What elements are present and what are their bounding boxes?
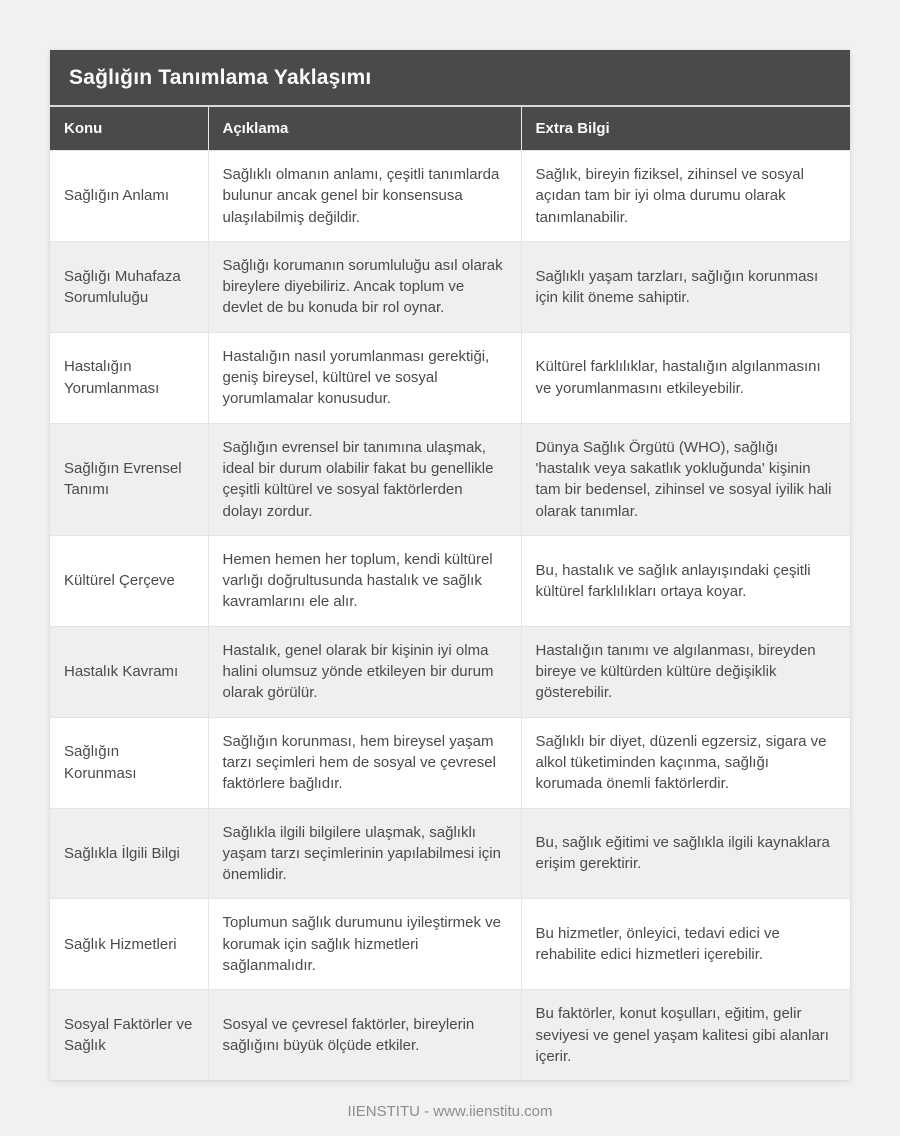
konu-cell: Hastalığın Yorumlanması xyxy=(50,332,208,423)
konu-cell: Sağlıkla İlgili Bilgi xyxy=(50,808,208,899)
aciklama-cell: Sosyal ve çevresel faktörler, bireylerin sağlığını büyük ölçüde etkiler. xyxy=(208,990,521,1080)
aciklama-cell: Sağlığın korunması, hem bireysel yaşam tarzı seçimleri hem de sosyal ve çevresel faktörlere bağlıdır. xyxy=(208,717,521,808)
table-row xyxy=(50,332,850,423)
extra-bilgi-cell: Sağlıklı yaşam tarzları, sağlığın korunması için kilit öneme sahiptir. xyxy=(521,241,850,332)
table-row xyxy=(50,423,850,535)
konu-cell: Sağlığın Anlamı xyxy=(50,151,208,242)
konu-cell: Sağlığın Evrensel Tanımı xyxy=(50,423,208,535)
extra-bilgi-cell: Kültürel farklılıklar, hastalığın algılanmasını ve yorumlanmasını etkileyebilir. xyxy=(521,332,850,423)
health-definition-table xyxy=(50,107,850,1080)
table-row xyxy=(50,808,850,899)
extra-bilgi-cell: Bu, hastalık ve sağlık anlayışındaki çeşitli kültürel farklılıkları ortaya koyar. xyxy=(521,535,850,626)
column-header-konu: Konu xyxy=(50,107,208,151)
konu-cell: Kültürel Çerçeve xyxy=(50,535,208,626)
aciklama-cell: Hemen hemen her toplum, kendi kültürel varlığı doğrultusunda hastalık ve sağlık kavramlarını ele alır. xyxy=(208,535,521,626)
aciklama-cell: Sağlığın evrensel bir tanımına ulaşmak, ideal bir durum olabilir fakat bu genellikle çeşitli kültürel ve sosyal faktörlerden dolayı zordur. xyxy=(208,423,521,535)
table-row xyxy=(50,899,850,990)
health-definition-table-card xyxy=(50,50,850,1080)
table-row xyxy=(50,990,850,1080)
konu-cell: Sağlığın Korunması xyxy=(50,717,208,808)
konu-cell: Hastalık Kavramı xyxy=(50,626,208,717)
aciklama-cell: Sağlıkla ilgili bilgilere ulaşmak, sağlıklı yaşam tarzı seçimlerinin yapılabilmesi için önemlidir. xyxy=(208,808,521,899)
table-row xyxy=(50,241,850,332)
aciklama-cell: Sağlıklı olmanın anlamı, çeşitli tanımlarda bulunur ancak genel bir konsensusa ulaşılabilmiş değildir. xyxy=(208,151,521,242)
extra-bilgi-cell: Sağlık, bireyin fiziksel, zihinsel ve sosyal açıdan tam bir iyi olma durumu olarak tanımlanabilir. xyxy=(521,151,850,242)
extra-bilgi-cell: Bu hizmetler, önleyici, tedavi edici ve rehabilite edici hizmetleri içerebilir. xyxy=(521,899,850,990)
konu-cell: Sosyal Faktörler ve Sağlık xyxy=(50,990,208,1080)
page-title: Sağlığın Tanımlama Yaklaşımı xyxy=(50,50,850,107)
aciklama-cell: Hastalık, genel olarak bir kişinin iyi olma halini olumsuz yönde etkileyen bir durum olarak görülür. xyxy=(208,626,521,717)
extra-bilgi-cell: Bu faktörler, konut koşulları, eğitim, gelir seviyesi ve genel yaşam kalitesi gibi alanları içerir. xyxy=(521,990,850,1080)
konu-cell: Sağlık Hizmetleri xyxy=(50,899,208,990)
table-header xyxy=(50,107,850,151)
column-header-extra-bilgi: Extra Bilgi xyxy=(521,107,850,151)
table-row xyxy=(50,717,850,808)
table-row xyxy=(50,151,850,242)
table-body xyxy=(50,151,850,1081)
footer-branding-text: IIENSTITU - www.iienstitu.com xyxy=(347,1103,553,1121)
extra-bilgi-cell: Bu, sağlık eğitimi ve sağlıkla ilgili kaynaklara erişim gerektirir. xyxy=(521,808,850,899)
aciklama-cell: Toplumun sağlık durumunu iyileştirmek ve korumak için sağlık hizmetleri sağlanmalıdır. xyxy=(208,899,521,990)
table-row xyxy=(50,626,850,717)
extra-bilgi-cell: Hastalığın tanımı ve algılanması, bireyden bireye ve kültürden kültüre değişiklik gösterebilir. xyxy=(521,626,850,717)
table-row xyxy=(50,535,850,626)
column-header-aciklama: Açıklama xyxy=(208,107,521,151)
konu-cell: Sağlığı Muhafaza Sorumluluğu xyxy=(50,241,208,332)
aciklama-cell: Sağlığı korumanın sorumluluğu asıl olarak bireylere diyebiliriz. Ancak toplum ve devlet de bu konuda bir rol oynar. xyxy=(208,241,521,332)
extra-bilgi-cell: Dünya Sağlık Örgütü (WHO), sağlığı 'hastalık veya sakatlık yokluğunda' kişinin tam bir bedensel, zihinsel ve sosyal iyilik hali olarak tanımlar. xyxy=(521,423,850,535)
aciklama-cell: Hastalığın nasıl yorumlanması gerektiği, geniş bireysel, kültürel ve sosyal yorumlamalar konusudur. xyxy=(208,332,521,423)
extra-bilgi-cell: Sağlıklı bir diyet, düzenli egzersiz, sigara ve alkol tüketiminden kaçınma, sağlığı korumada önemli faktörlerdir. xyxy=(521,717,850,808)
